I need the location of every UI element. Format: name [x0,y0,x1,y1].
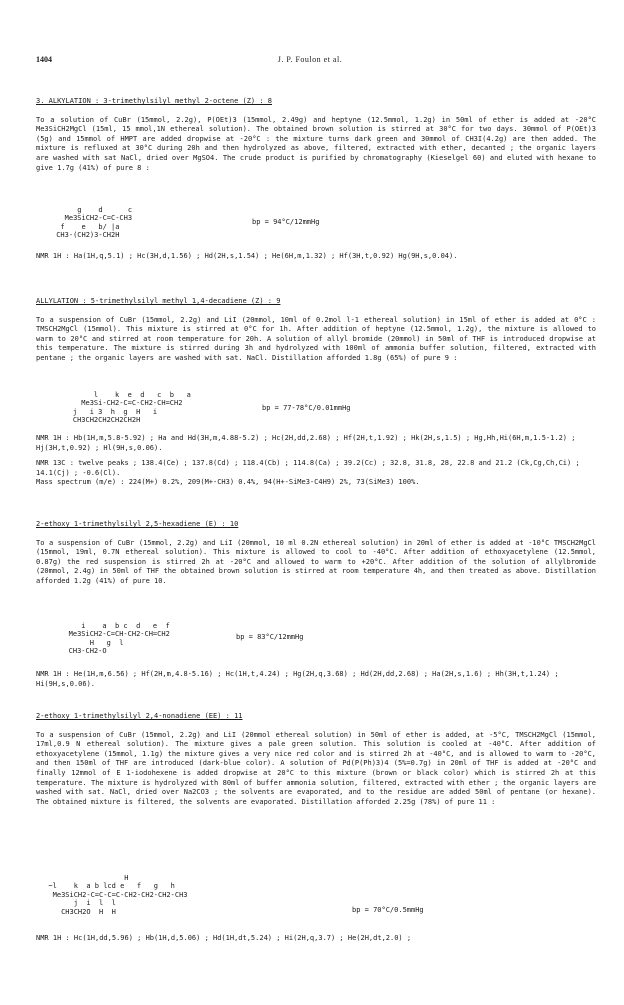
nmr-data: NMR 1H : Ha(1H,q,5.1) ; Hc(3H,d,1.56) ; Hd(2H,s,1.54) ; He(6H,m,1.32) ; Hf(3H,t,0.92) Hg(9H,s,0.04). [36,252,458,260]
nmr-carbon-data: NMR 13C : twelve peaks ; 138.4(Ce) ; 137.8(Cd) ; 118.4(Cb) ; 114.8(Ca) ; 39.2(Cc) ; 32.8, 31.8, 28, 22.8 and 21.2 (Ck,Cg,Ch,Ci) ; 14.1(Cj) ; -0.6(Cl). [36,459,584,477]
section-alkylation [36,97,601,173]
section-title: 2-ethoxy 1-trimethylsilyl 2,5-hexadiene (E) : 10 [36,520,239,528]
section-title: ALLYLATION : 5-trimethylsilyl methyl 1,4-decadiene (Z) : 9 [36,297,281,305]
nmr-block [36,670,596,689]
nmr-block [36,434,596,488]
procedure-paragraph: To a suspension of CuBr (15mmol, 2.2g) and LiI (20mmol ethereal solution) in 50ml of ether is added, at -5°C, TMSCH2MgCl (15mmol, 17ml,0.9 N ethereal solution). The mixture gives a pale green solution. This solution is cooled at -40°C. After addition of ethoxyacetylene (15mmol, 1.1g) the mixture gives a very nice red color and is stirred 2h at -40°C, and is allowed to warm to -20°C, and then 150ml of THF are introduced (dark-blue color). A solution of Pd(P(Ph)3)4 (5%=0.7g) in 20ml of THF is added at -20°C and finally 12mmol of E 1-iodohexene is added dropwise at 20°C to this mixture (brown or black color) which is stirred 2h at this temperature. The mixture is hydrolyzed with 80ml of buffer ammonia solution, filtered, extracted with ether ; the organic layers are washed with sat. NaCl, dried over Na2CO3 ; the solvents are evaporated, and to the residue are added 50ml of pentane (or hexane). The obtained mixture is filtered, the solvents are evaporated. Distillation afforded 2.25g (78%) of pure 11 : [36,730,601,806]
mass-spectrum: Mass spectrum (m/e) : 224(M+) 0.2%, 209(M+-CH3) 0.4%, 94(H+-SiMe3-C4H9) 2%, 73(SiMe3) 100%. [36,478,420,487]
section-title: 3. ALKYLATION : 3-trimethylsilyl methyl 2-octene (Z) : 8 [36,97,273,105]
nmr-data: NMR 1H : Hc(1H,dd,5.96) ; Hb(1H,d,5.06) ; Hd(1H,dt,5.24) ; Hi(2H,q,3.7) ; He(2H,dt,2.0) ; [36,934,412,942]
nmr-proton-data: NMR 1H : Hb(1H,m,5.8-5.92) ; Ha and Hd(3H,m,4.88-5.2) ; Hc(2H,dd,2.68) ; Hf(2H,t,1.92) ; Hk(2H,s,1.5) ; Hg,Hh,Hi(6H,m,1.5-1.2) ; Hj(3H,t,0.92) ; Hl(9H,s,0.06). [36,434,580,452]
boiling-point: bp = 83°C/12mmHg [236,633,304,641]
structure-formula: H ~l k a b lcd e f g h Me3SiCH2-C=C-C=C-CH2-CH2-CH2-CH3 j i l l CH3CH2O H H [48,874,188,916]
boiling-point: bp = 77-78°C/0.01mmHg [262,404,351,412]
boiling-point: bp = 94°C/12mmHg [252,218,320,226]
nmr-data: NMR 1H : He(1H,m,6.56) ; Hf(2H,m,4.8-5.16) ; Hc(1H,t,4.24) ; Hg(2H,q,3.68) ; Hd(2H,dd,2.68) ; Ha(2H,s,1.6) ; Hh(3H,t,1.24) ; Hi(9H,s,0.06). [36,670,563,688]
structure-formula: g d c Me3SiCH2-C=C-CH3 f e b/ |a CH3-(CH2)3-CH2H [56,206,133,240]
section-allylation [36,297,601,364]
page-number: 1404 [36,55,52,64]
procedure-paragraph: To a solution of CuBr (15mmol, 2.2g), P(OEt)3 (15mmol, 2.49g) and heptyne (12.5mmol, 1.2g) in 50ml of ether is added at -20°C Me3SiCH2MgCl (15ml, 15 mmol,1N ethereal solution). The obtained brown solution is stirred at 30°C for two days. 30mmol of P(OEt)3 (5g) and 15mmol of HMPT are added dropwise at -20°C : the mixture turns dark green and 30mmol of CH3I(4.2g) are then added. The mixture is refluxed at 30°C during 20h and then hydrolyzed as above, filtered, extracted with ether, decanted ; the organic layers are washed with sat NaCl, dried over MgSO4. The crude product is purified by chromatography (Kieselgel 60) and eluted with hexane to give 1.7g (41%) of pure 8 : [36,115,601,172]
nmr-block [36,252,596,262]
boiling-point: bp = 70°C/0.5mmHg [352,906,424,914]
nmr-block [36,934,596,944]
structure-formula: i a b c d e f Me3SiCH2-C=CH-CH2-CH=CH2 H g l CH3-CH2-O [68,622,170,656]
section-ethoxy-hexadiene [36,520,601,587]
running-header [36,55,584,67]
structure-formula: l k e d c b a Me3Si-CH2-C=C-CH2-CH=CH2 j i 3 h g H i CH3CH2CH2CH2CH2H [72,391,191,425]
section-ethoxy-nonadiene [36,712,601,807]
procedure-paragraph: To a suspension of CuBr (15mmol, 2.2g) and LiI (20mmol, 10ml of 0.2mol l-1 ethereal solution) in 15ml of ether is added at 0°C : TMSCH2MgCl (15mmol). This mixture is stirred at 0°C for 1h. After addition of heptyne (12.5mmol, 1.2g), the mixture is allowed to warm to 20°C and stirred at room temperature for 20h. A solution of allyl bromide (20mmol) in 50ml of THF is introduced dropwise at this temperature. The mixture is stirred during 3h and hydrolyzed with 100ml of ammonia buffer solution, filtered, extracted with pentane ; the organic layers are washed with sat. NaCl. Distillation afforded 1.8g (65%) of pure 9 : [36,315,601,362]
section-title: 2-ethoxy 1-trimethylsilyl 2,4-nonadiene (EE) : 11 [36,712,243,720]
running-authors: J. P. Foulon et al. [277,55,343,64]
procedure-paragraph: To a suspension of CuBr (15mmol, 2.2g) and LiI (20mmol, 10 ml 0.2N ethereal solution) in 20ml of ether is added at -10°C TMSCH2MgCl (15mmol, 19ml, 0.7N ethereal solution). This mixture is allowed to cool to -40°C. After addition of ethoxyacetylene (12.5mmol, 0.87g) the red suspension is stirred 2h at -20°C and allowed to warm to +20°C. After addition of the solution of allylbromide (20mmol, 2.4g) in 50ml of THF the obtained brown solution is stirred at room temperature 4h, and then treated as above. Distillation afforded 1.2g (41%) of pure 10. [36,538,601,585]
